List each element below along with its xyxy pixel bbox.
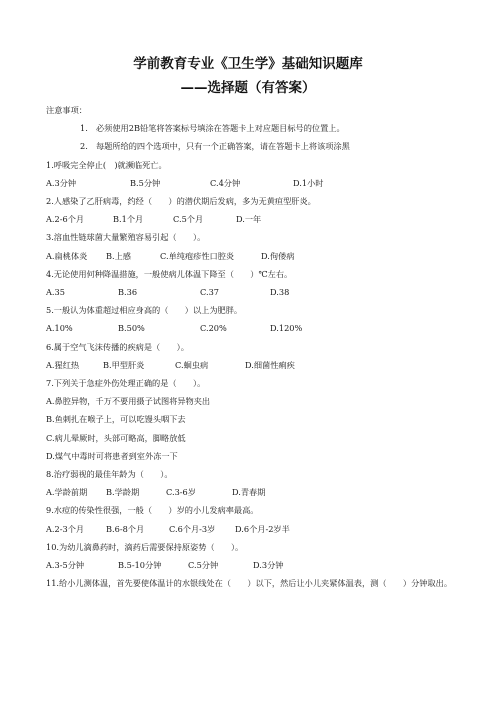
option-d: D.细菌性痢疾 [245,359,295,370]
option-b: B.甲型肝炎 [103,359,145,370]
question-text: 8.治疗弱视的最佳年龄为（ ）。 [46,469,173,480]
option-b: B.鱼刺扎在喉子上，可以吃馒头咽下去 [46,414,186,425]
notice-label: 注意事项： [46,105,87,115]
option-c: C.蛔虫病 [175,359,209,370]
option-a: A.3-5分钟 [46,560,85,571]
option-d: D.6个月-2岁半 [235,523,290,534]
question-text: 6.属于空气飞沫传播的疾病是（ ）。 [46,341,189,352]
question-text: 4.无论使用何种降温措施，一般使病儿体温下降至（ ）℃左右。 [46,268,293,279]
option-b: B.上感 [106,250,131,261]
option-a: A.鼻腔异物，千万不要用摄子试图将异物夹出 [46,396,211,407]
option-c: C.病儿晕厥时，头部可略高，脚略放低 [46,432,186,443]
notice-item: 2. 每题所给的四个选项中，只有一个正确答案，请在答题卡上将该项涂黑 [80,141,350,152]
option-a: A.2-6个月 [46,214,85,225]
notice-item: 1. 必须使用2B铅笔将答案标号填涂在答题卡上对应题目标号的位置上。 [80,123,345,134]
option-b: B.学龄期 [106,487,140,498]
option-d: D.38 [270,287,290,298]
option-d: D.青春期 [232,487,266,498]
option-b: B.50% [118,323,145,334]
option-c: C.6个月-3岁 [169,523,216,534]
option-b: B.5-10分钟 [118,560,162,571]
option-a: A.猩红热 [46,359,80,370]
question-text: 2.人感染了乙肝病毒，约经（ ）的潜伏期后发病，多为无黄疸型肝炎。 [46,196,316,207]
option-c: C.5个月 [173,214,204,225]
option-a: A.35 [46,287,65,298]
option-d: D.120% [270,323,303,334]
question-options [46,483,456,501]
option-d: D.煤气中毒时可将患者到室外冻一下 [46,450,178,461]
option-c: C.20% [200,323,227,334]
option-c: C.5分钟 [188,560,219,571]
option-c: C.37 [200,287,219,298]
option-d: D.一年 [236,214,262,225]
option-c: C.3-6岁 [166,487,196,498]
option-b: B.6-8个月 [106,523,145,534]
question-options [46,356,456,374]
option-d: D.1小时 [293,177,324,188]
question-options [46,319,456,337]
document-subtitle: ——选择题（有答案） [180,80,316,96]
option-a: A.扁桃体炎 [46,250,88,261]
question-options [46,174,456,192]
question-options [46,247,456,265]
question-text: 10.为幼儿滴鼻药时，滴药后需要保持原姿势（ ）。 [46,541,244,552]
option-d: D.佝偻病 [261,250,295,261]
option-c: C.单纯疱疹性口腔炎 [160,250,235,261]
option-a: A.10% [46,323,73,334]
option-a: A.2-3个月 [46,523,85,534]
question-text: 5.一般认为体重超过相应身高的（ ）以上为肥胖。 [46,305,243,316]
option-c: C.4分钟 [210,177,241,188]
question-text: 7.下列关于急症外伤处理正确的是（ ）。 [46,378,206,389]
question-options [46,556,456,574]
option-a: A.3分钟 [46,177,77,188]
question-text: 11.给小儿测体温，首先要使体温计的水银线处在（ ）以下，然后让小儿夹紧体温表，测（ ）分钟取出。 [46,578,453,589]
question-options [46,283,456,301]
question-options [46,210,456,228]
option-a: A.学龄前期 [46,487,88,498]
question-text: 1.呼吸完全停止( )就濒临死亡。 [46,159,167,170]
option-b: B.36 [118,287,138,298]
option-b: B.5分钟 [130,177,161,188]
question-text: 9.水痘的传染性很强，一般（ ）岁的小儿发病率最高。 [46,505,259,516]
question-text: 3.溶血性链球菌大量繁殖容易引起（ ）。 [46,232,206,243]
document-title: 学前教育专业《卫生学》基础知识题库 [133,56,363,72]
option-d: D.3分钟 [253,560,284,571]
option-b: B.1个月 [113,214,144,225]
question-options [46,520,456,538]
document-body [46,101,456,592]
